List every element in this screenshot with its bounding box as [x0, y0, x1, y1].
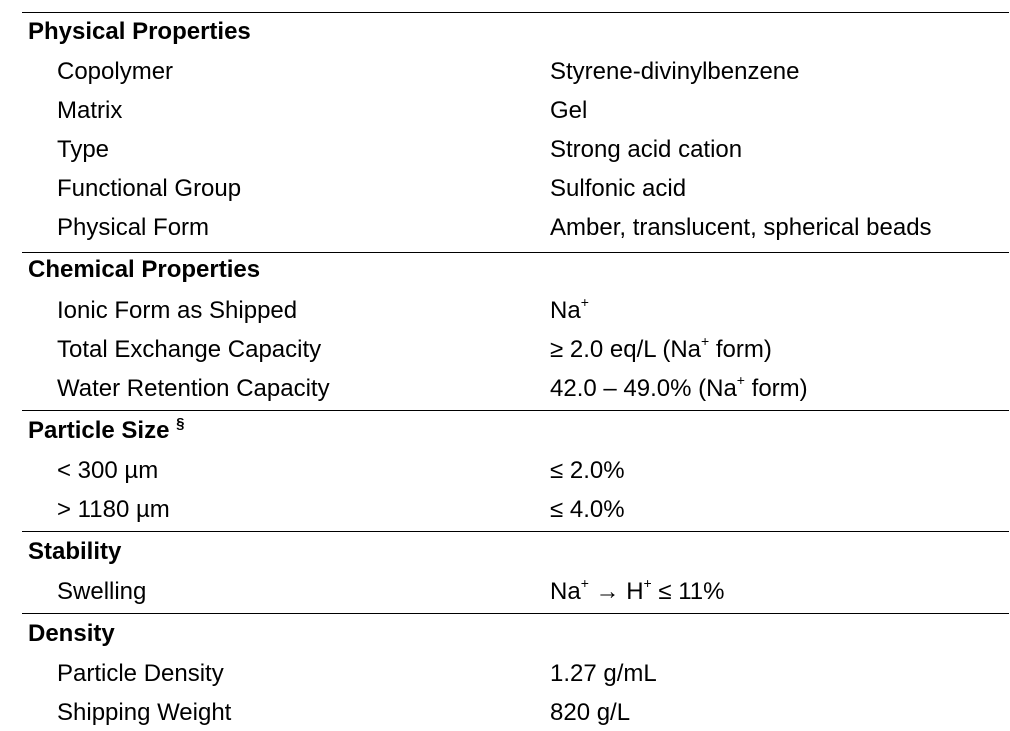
- row-value: [550, 294, 589, 325]
- row-label: > 1180 µm: [57, 496, 170, 523]
- table-top-rule: [22, 12, 1009, 13]
- row-label: Type: [57, 136, 110, 163]
- section-mark: §: [176, 415, 185, 432]
- value-text: Na: [550, 578, 581, 605]
- row-label: Particle Density: [57, 660, 224, 687]
- row-value: 1.27 g/mL: [550, 660, 657, 687]
- section-heading-stability: Stability: [28, 538, 122, 565]
- value-text: → H: [588, 578, 644, 605]
- row-value: 820 g/L: [550, 699, 631, 726]
- row-label: Ionic Form as Shipped: [57, 297, 298, 324]
- row-value: Strong acid cation: [550, 136, 743, 163]
- row-label: Water Retention Capacity: [57, 375, 330, 402]
- row-value: Gel: [550, 97, 588, 124]
- row-label: Swelling: [57, 578, 147, 605]
- row-label: Copolymer: [57, 58, 174, 85]
- row-label: Shipping Weight: [57, 699, 232, 726]
- row-value: Sulfonic acid: [550, 175, 687, 202]
- row-label: Total Exchange Capacity: [57, 336, 322, 363]
- superscript: +: [701, 333, 710, 349]
- row-value: [550, 333, 772, 364]
- value-text: 42.0 – 49.0% (Na: [550, 375, 737, 402]
- value-text: form): [744, 375, 808, 402]
- row-value: [550, 372, 808, 403]
- section-divider: [22, 531, 1009, 532]
- section-divider: [22, 410, 1009, 411]
- value-text: ≥ 2.0 eq/L (Na: [550, 336, 702, 363]
- section-heading-physical: Physical Properties: [28, 18, 251, 45]
- value-text: form): [709, 336, 772, 363]
- row-value: Amber, translucent, spherical beads: [550, 214, 932, 241]
- value-text: ≤ 11%: [651, 578, 725, 605]
- value-text: Na: [550, 297, 581, 324]
- section-heading-chemical: Chemical Properties: [28, 256, 261, 283]
- row-label: Physical Form: [57, 214, 210, 241]
- superscript: +: [580, 294, 589, 310]
- section-title: Particle Size: [28, 417, 170, 444]
- row-value: [550, 575, 725, 606]
- superscript: +: [643, 575, 652, 591]
- row-value: ≤ 2.0%: [550, 457, 625, 484]
- section-heading-density: Density: [28, 620, 115, 647]
- row-label: < 300 µm: [57, 457, 159, 484]
- row-label: Matrix: [57, 97, 123, 124]
- section-heading-particle-size: [28, 417, 184, 445]
- row-value: Styrene-divinylbenzene: [550, 58, 800, 85]
- superscript: +: [580, 575, 589, 591]
- row-value: ≤ 4.0%: [550, 496, 625, 523]
- superscript: +: [736, 372, 745, 388]
- section-divider: [22, 613, 1009, 614]
- section-divider: [22, 252, 1009, 253]
- row-label: Functional Group: [57, 175, 242, 202]
